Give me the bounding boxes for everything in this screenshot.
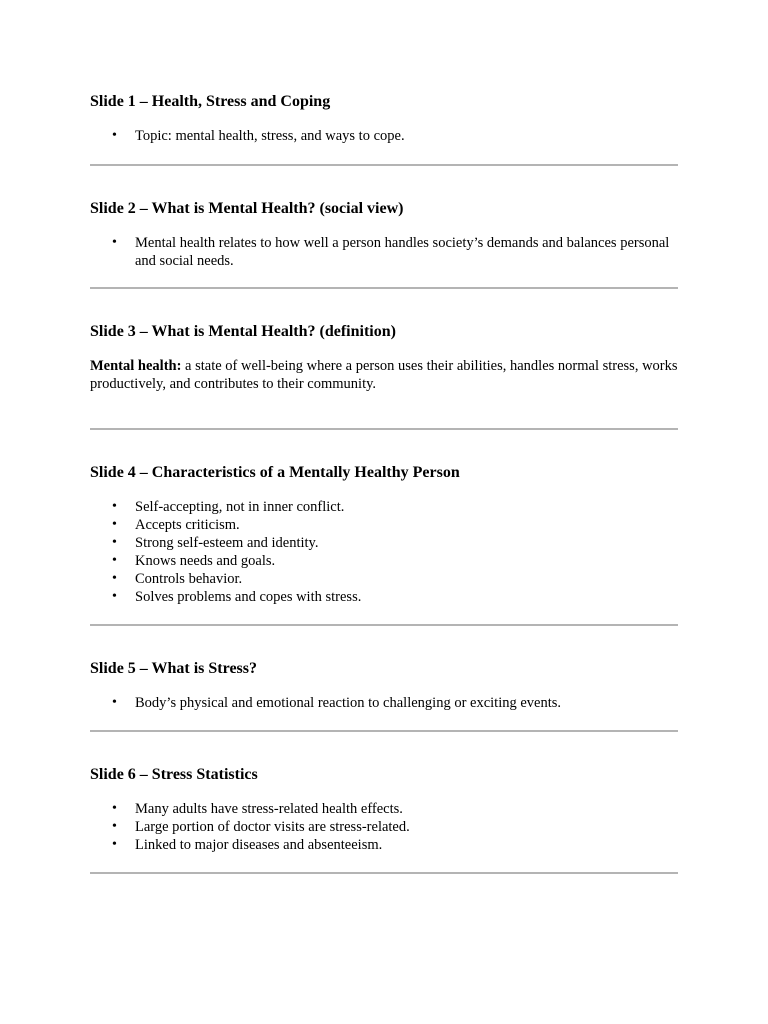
bullet-icon: • (112, 128, 117, 143)
bullet-icon: • (112, 553, 117, 568)
bullet-icon: • (112, 801, 117, 816)
list-item (90, 234, 678, 270)
list-item (90, 534, 678, 552)
definition-term: Mental health: (90, 358, 182, 374)
list-item (90, 516, 678, 534)
slide-2-section (90, 199, 678, 270)
bullet-icon: • (112, 499, 117, 514)
slide-4-title: Slide 4 – Characteristics of a Mentally Healthy Person (90, 464, 460, 481)
slide-4-section (90, 463, 678, 606)
bullet-icon: • (112, 819, 117, 834)
bullet-icon: • (112, 571, 117, 586)
document-page (90, 92, 678, 874)
definition-text: a state of well-being where a person uses their abilities, handles normal stress, works productively, and contributes to their community. (90, 358, 678, 392)
list-item-text: Strong self-esteem and identity. (135, 535, 319, 551)
list-item-text: Solves problems and copes with stress. (135, 589, 362, 605)
divider (90, 730, 678, 732)
list-item (90, 552, 678, 570)
list-item (90, 498, 678, 516)
list-item (90, 588, 678, 606)
slide-5-title: Slide 5 – What is Stress? (90, 660, 257, 677)
list-item-text: Knows needs and goals. (135, 553, 276, 569)
slide-3-section (90, 322, 678, 393)
list-item (90, 836, 678, 854)
bullet-icon: • (112, 535, 117, 550)
list-item-text: Accepts criticism. (135, 517, 240, 533)
list-item-text: Body’s physical and emotional reaction to challenging or exciting events. (135, 695, 562, 711)
slide-6-section (90, 765, 678, 854)
slide-1-title: Slide 1 – Health, Stress and Coping (90, 93, 331, 110)
slide-5-bullet-list (90, 694, 678, 712)
list-item-text: Mental health relates to how well a person handles society’s demands and balances personal and social needs. (135, 235, 670, 269)
divider (90, 624, 678, 626)
bullet-icon: • (112, 517, 117, 532)
slide-6-bullet-list (90, 800, 678, 854)
slide-3-title: Slide 3 – What is Mental Health? (definition) (90, 323, 396, 340)
list-item-text: Self-accepting, not in inner conflict. (135, 499, 345, 515)
list-item-text: Topic: mental health, stress, and ways to cope. (135, 128, 405, 144)
list-item (90, 570, 678, 588)
list-item-text: Many adults have stress-related health effects. (135, 801, 403, 817)
divider (90, 164, 678, 166)
slide-1-section (90, 92, 678, 145)
bullet-icon: • (112, 695, 117, 710)
list-item (90, 127, 678, 145)
slide-2-bullet-list (90, 234, 678, 270)
slide-5-section (90, 659, 678, 712)
divider (90, 287, 678, 289)
list-item-text: Controls behavior. (135, 571, 243, 587)
bullet-icon: • (112, 589, 117, 604)
slide-4-bullet-list (90, 498, 678, 606)
slide-2-title: Slide 2 – What is Mental Health? (social view) (90, 200, 404, 217)
list-item-text: Large portion of doctor visits are stress-related. (135, 819, 410, 835)
list-item (90, 800, 678, 818)
divider (90, 428, 678, 430)
slide-1-bullet-list (90, 127, 678, 145)
bullet-icon: • (112, 235, 117, 250)
divider (90, 872, 678, 874)
bullet-icon: • (112, 837, 117, 852)
slide-6-title: Slide 6 – Stress Statistics (90, 766, 258, 783)
definition-paragraph (90, 357, 678, 393)
list-item-text: Linked to major diseases and absenteeism. (135, 837, 383, 853)
list-item (90, 818, 678, 836)
list-item (90, 694, 678, 712)
